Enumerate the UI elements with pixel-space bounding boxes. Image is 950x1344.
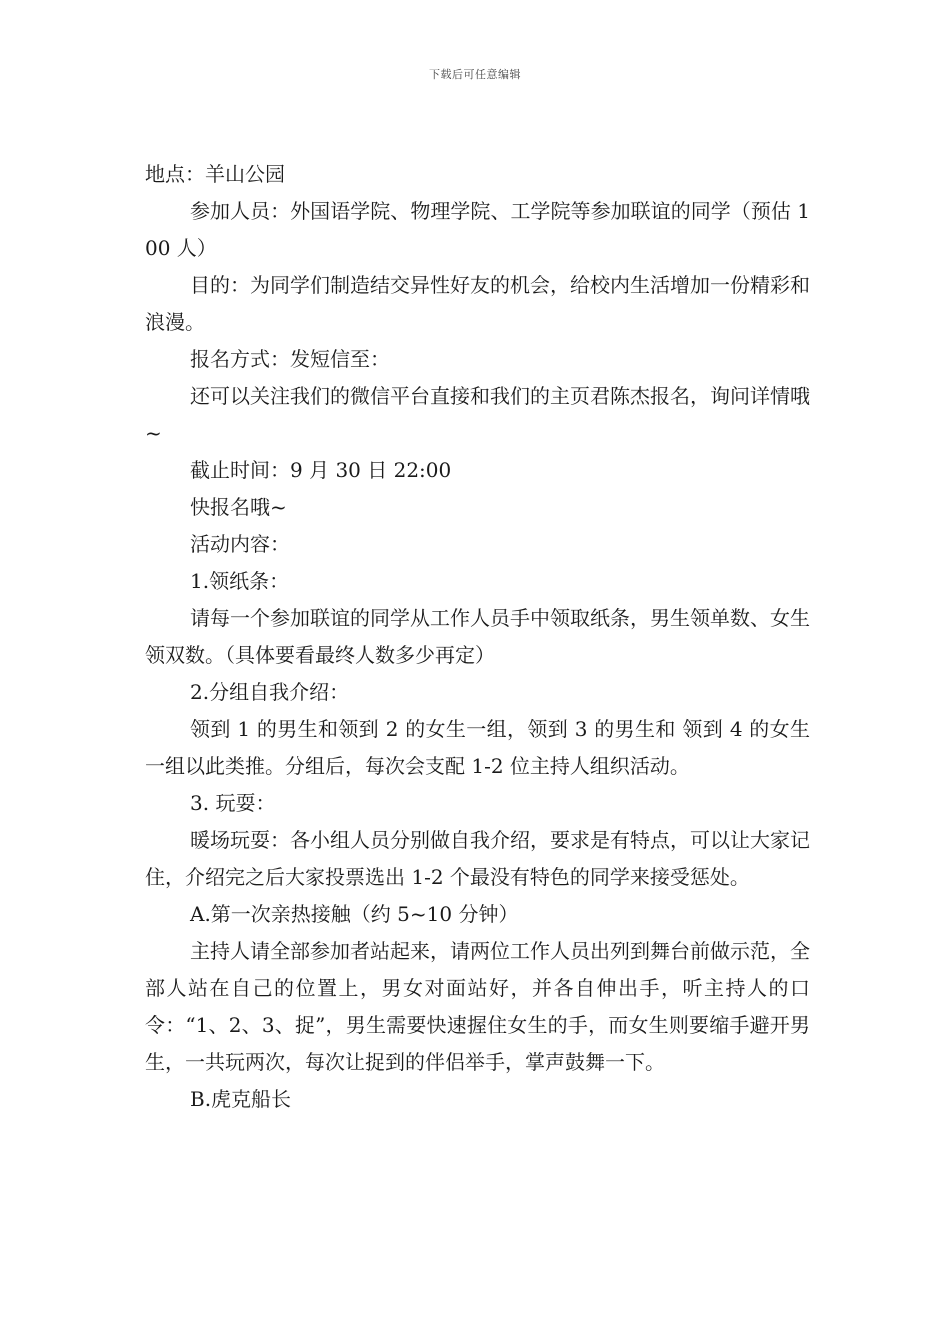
paragraph-participants: 参加人员：外国语学院、物理学院、工学院等参加联谊的同学（预估 100 人） [145,199,810,260]
paragraph-warmup: 暖场玩耍：各小组人员分别做自我介绍，要求是有特点，可以让大家记住，介绍完之后大家投票选出 1-2 个最没有特色的同学来接受惩处。 [145,828,810,889]
paragraph-game-b-heading: B.虎克船长 [190,1087,292,1111]
paragraph-step1-heading: 1.领纸条： [190,569,290,593]
header-note: 下载后可任意编辑 [429,68,521,81]
paragraph-step1-body: 请每一个参加联谊的同学从工作人员手中领取纸条，男生领单数、女生领双数。（具体要看最终人数多少再定） [145,606,810,667]
paragraph-hurry: 快报名哦~ [190,495,287,519]
paragraph-content-heading: 活动内容： [190,532,290,556]
paragraph-purpose: 目的：为同学们制造结交异性好友的机会，给校内生活增加一份精彩和浪漫。 [145,273,810,334]
paragraph-step2-heading: 2.分组自我介绍： [190,680,350,704]
paragraph-game-a-heading: A.第一次亲热接触（约 5~10 分钟） [190,902,519,926]
paragraph-game-a-body: 主持人请全部参加者站起来，请两位工作人员出列到舞台前做示范，全部人站在自己的位置上，男女对面站好，并各自伸出手，听主持人的口令：“1、2、3、捉”，男生需要快速握住女生的手，而女生则要缩手避开男生，一共玩两次，每次让捉到的伴侣举手，掌声鼓舞一下。 [145,939,810,1074]
paragraph-step3-heading: 3. 玩耍： [190,791,276,815]
document-body [145,156,810,1118]
paragraph-deadline: 截止时间：9 月 30 日 22:00 [190,458,452,482]
paragraph-location: 地点：羊山公园 [145,162,285,186]
paragraph-wechat: 还可以关注我们的微信平台直接和我们的主页君陈杰报名，询问详情哦~ [145,384,810,445]
paragraph-registration: 报名方式：发短信至： [190,347,390,371]
paragraph-step2-body: 领到 1 的男生和领到 2 的女生一组，领到 3 的男生和 领到 4 的女生一组以此类推。分组后，每次会支配 1-2 位主持人组织活动。 [145,717,810,778]
